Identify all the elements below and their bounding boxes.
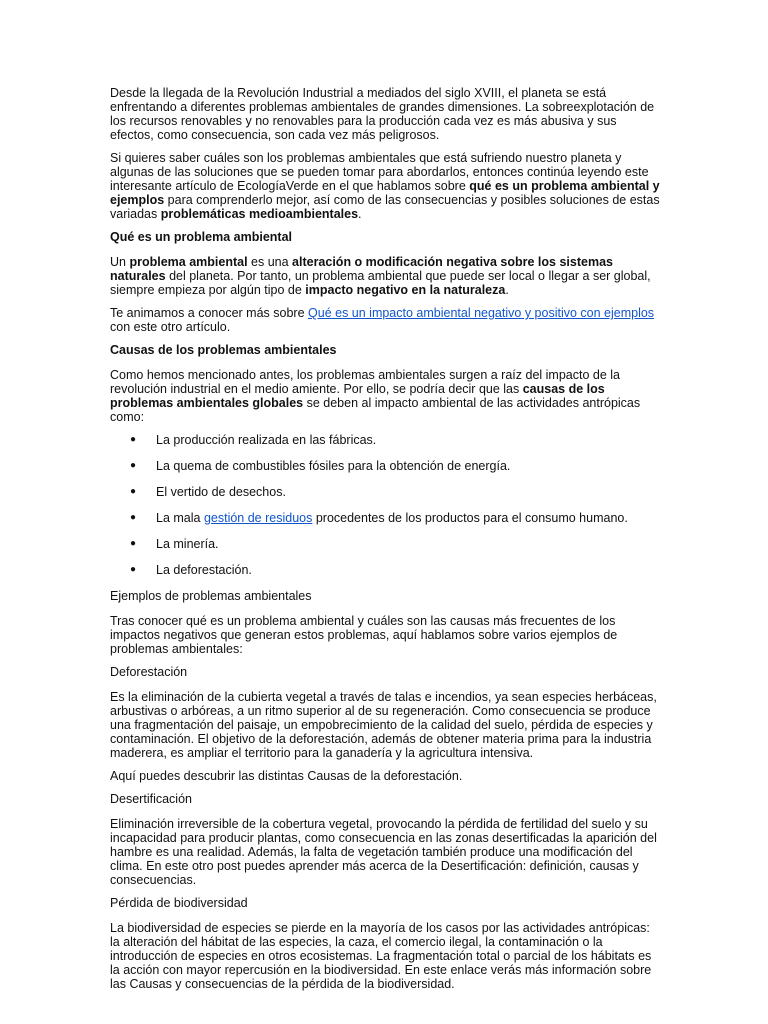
link-gestion-residuos[interactable]: gestión de residuos	[203, 511, 313, 525]
document-body	[110, 86, 660, 1000]
list-item-text: La deforestación.	[156, 563, 252, 577]
text-run: se deben al impacto ambiental de las actividades antrópicas como:	[110, 396, 641, 424]
paragraph-ejemplos: Tras conocer qué es un problema ambiental y cuáles son las causas más frecuentes de los impactos negativos que generan estos problemas, aquí hablamos sobre varios ejemplos de problemas ambientales:	[110, 614, 618, 656]
list-item	[110, 537, 660, 551]
list-item-text: La mala	[156, 511, 204, 525]
paragraph-biodiversidad: La biodiversidad de especies se pierde en la mayoría de los casos por las actividades antrópicas: la alteración del hábitat de las especies, la caza, el comercio ilegal, la contaminación o la introducción de especies en otros ecosistemas. La fragmentación total o parcial de los hábitats es la acción con mayor repercusión en la biodiversidad. En este enlace verás más información sobre las Causas y consecuencias de la pérdida de la biodiversidad.	[110, 921, 652, 991]
bold-run: causas de los problemas ambientales globales	[110, 382, 605, 410]
link-impacto-ambiental[interactable]: Qué es un impacto ambiental negativo y positivo con ejemplos	[308, 306, 655, 320]
heading-biodiversidad: Pérdida de biodiversidad	[110, 896, 248, 910]
text-run: .	[358, 207, 362, 221]
paragraph-desertificacion: Eliminación irreversible de la cobertura vegetal, provocando la pérdida de fertilidad del suelo y su incapacidad para producir plantas, como consecuencia en las zonas desertificadas la aparición del hambre es una realidad. Además, la falta de vegetación también produce una modificación del clima. En este otro post puedes aprender más acerca de la Desertificación: definición, causas y consecuencias.	[110, 817, 657, 887]
list-item	[110, 563, 660, 577]
heading-ejemplos: Ejemplos de problemas ambientales	[110, 589, 312, 603]
bullet-icon: ●	[130, 486, 137, 497]
bullet-icon: ●	[130, 564, 137, 575]
bullet-icon: ●	[130, 538, 137, 549]
list-item-text: La minería.	[156, 537, 219, 551]
text-run: con este otro artículo.	[110, 320, 231, 334]
causes-list	[110, 433, 660, 577]
text-run: del planeta. Por tanto, un problema ambiental que puede ser local o llegar a ser global, siempre empieza por algún tipo de	[110, 269, 651, 297]
list-item	[110, 459, 660, 473]
paragraph-purpose	[110, 151, 660, 221]
paragraph-deforestacion-causas: Aquí puedes descubrir las distintas Causas de la deforestación.	[110, 769, 463, 783]
bullet-icon: ●	[130, 434, 137, 445]
bullet-icon: ●	[130, 512, 137, 523]
bold-run: problemáticas medioambientales	[160, 207, 359, 221]
text-run: .	[505, 283, 509, 297]
text-run: Como hemos mencionado antes, los problemas ambientales surgen a raíz del impacto de la revolución industrial en el medio amiente. Por ello, se podría decir que las	[110, 368, 620, 396]
list-item	[110, 433, 660, 447]
heading-que-es: Qué es un problema ambiental	[110, 230, 292, 244]
paragraph-deforestacion: Es la eliminación de la cubierta vegetal a través de talas e incendios, ya sean especies herbáceas, arbustivas o arbóreas, a un ritmo superior al de su regeneración. Como consecuencia se produce una fragmentación del paisaje, un empobrecimiento de la calidad del suelo, pérdida de especies y contaminación. El objetivo de la deforestación, además de obtener materia prima para la industria maderera, es ampliar el territorio para la ganadería y la agricultura intensiva.	[110, 690, 657, 760]
bold-run: alteración o modificación negativa sobre los sistemas naturales	[110, 255, 613, 283]
text-run: es una	[247, 255, 293, 269]
list-item	[110, 511, 660, 525]
paragraph-causas	[110, 368, 660, 424]
bold-run: impacto negativo en la naturaleza	[305, 283, 506, 297]
list-item-text: La quema de combustibles fósiles para la obtención de energía.	[156, 459, 511, 473]
heading-causas: Causas de los problemas ambientales	[110, 343, 337, 357]
list-item	[110, 485, 660, 499]
bold-run: problema ambiental	[129, 255, 248, 269]
list-item-text: procedentes de los productos para el consumo humano.	[312, 511, 628, 525]
list-item-text: La producción realizada en las fábricas.	[156, 433, 377, 447]
text-run: para comprenderlo mejor, así como de las consecuencias y posibles soluciones de estas variadas	[110, 193, 660, 221]
bullet-icon: ●	[130, 460, 137, 471]
heading-deforestacion: Deforestación	[110, 665, 188, 679]
text-run: Si quieres saber cuáles son los problemas ambientales que está sufriendo nuestro planeta y algunas de las soluciones que se pueden tomar para abordarlos, entonces continúa leyendo este interesante artículo de EcologíaVerde en el que hablamos sobre	[110, 151, 649, 193]
paragraph-link-impacto	[110, 306, 660, 334]
paragraph-intro: Desde la llegada de la Revolución Industrial a mediados del siglo XVIII, el planeta se está enfrentando a diferentes problemas ambientales de grandes dimensiones. La sobreexplotación de los recursos renovables y no renovables para la producción cada vez es más abusiva y sus efectos, como consecuencia, son cada vez más peligrosos.	[110, 86, 655, 142]
heading-desertificacion: Desertificación	[110, 792, 192, 806]
text-run: Un	[110, 255, 130, 269]
bold-run: qué es un problema ambiental y ejemplos	[110, 179, 660, 207]
paragraph-definition	[110, 255, 660, 297]
list-item-text: El vertido de desechos.	[156, 485, 286, 499]
text-run: Te animamos a conocer más sobre	[110, 306, 309, 320]
